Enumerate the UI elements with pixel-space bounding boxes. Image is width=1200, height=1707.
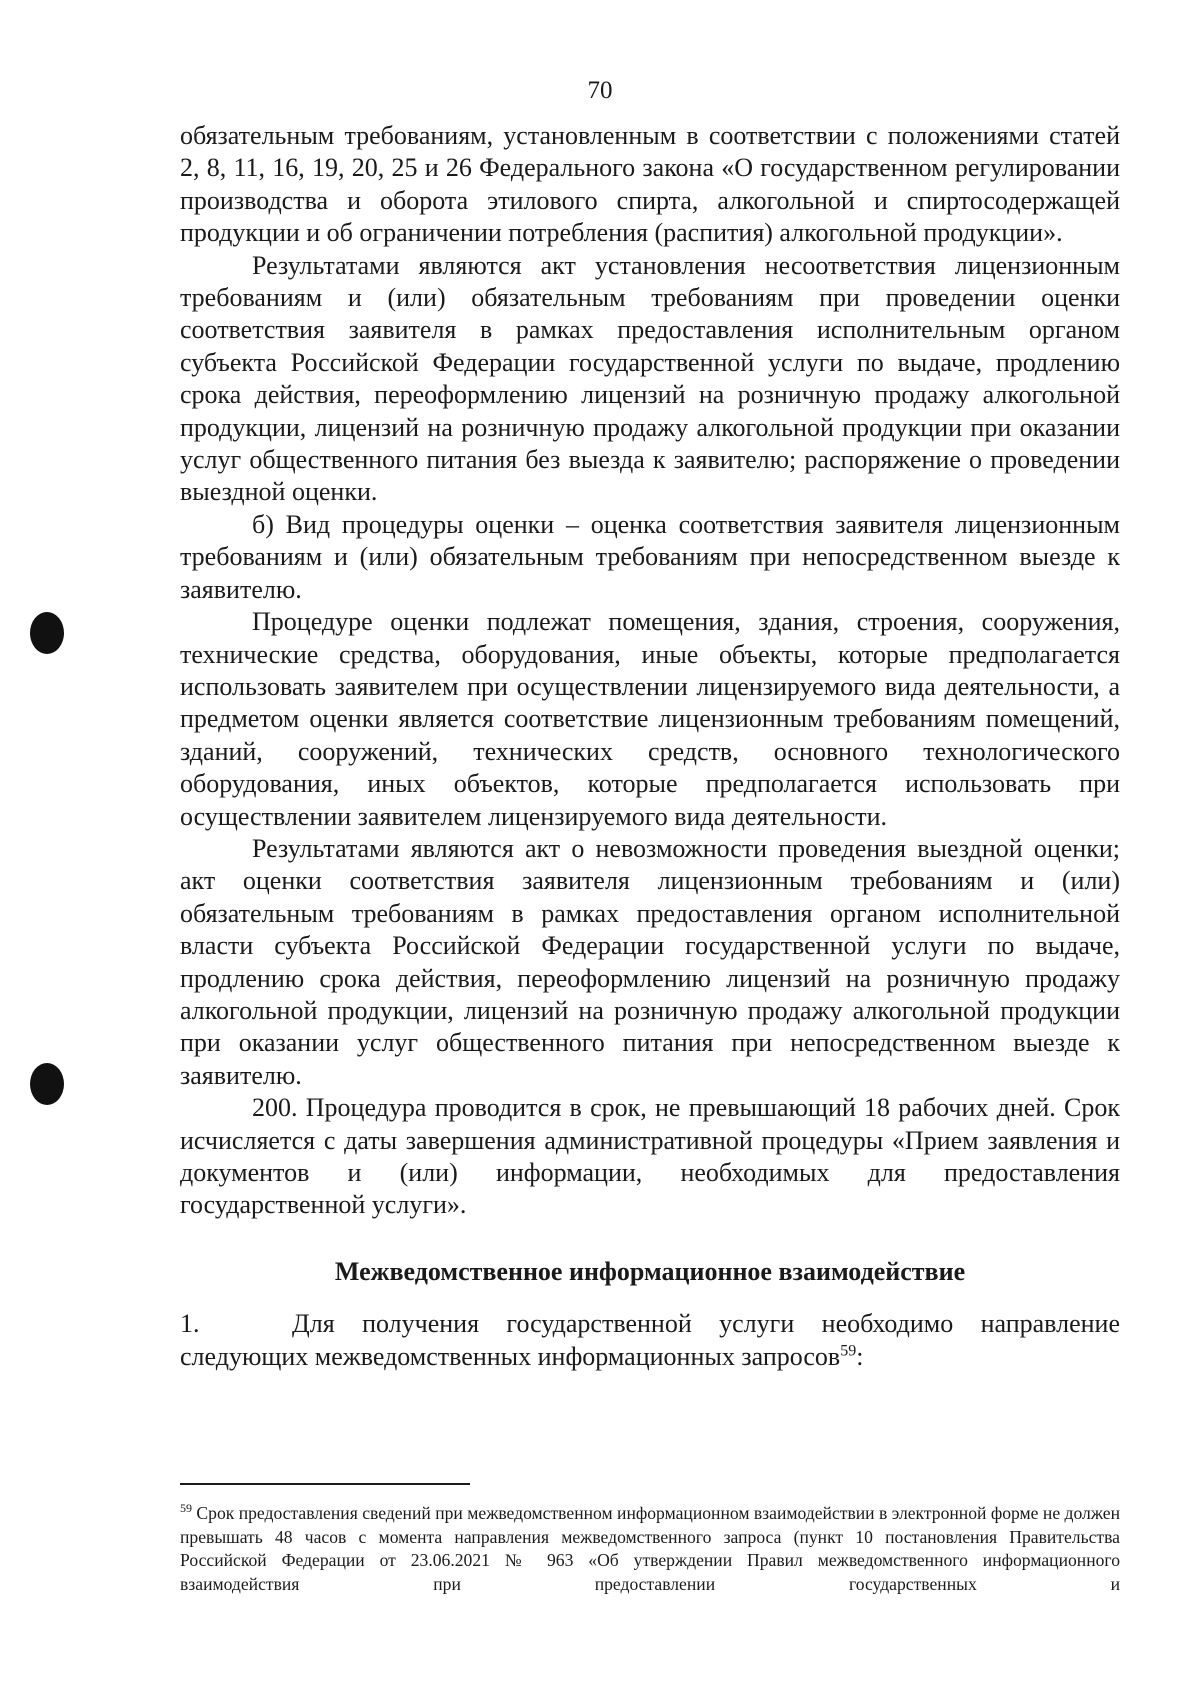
punch-hole-bottom <box>30 1063 64 1105</box>
paragraph-procedure-type: б) Вид процедуры оценки – оценка соответствия заявителя лицензионным требованиям и (или) обязательным требованиям при непосредственном выезде к заявителю. <box>180 509 1120 604</box>
section-heading: Межведомственное информационное взаимодействие <box>334 1256 966 1286</box>
item-suffix: : <box>856 1341 864 1371</box>
paragraph-results-onsite: Результатами являются акт о невозможности проведения выездной оценки; акт оценки соответствия заявителя лицензионным требованиям и (или) обязательным требованиям в рамках предоставления органом исполнительной власти субъекта Российской Федерации государственной услуги по выдаче, продлению срока действия, переоформлению лицензий на розничную продажу алкогольной продукции, лицензий на розничную продажу алкогольной продукции при оказании услуг общественного питания при непосредственном выезде к заявителю. <box>180 833 1120 1090</box>
footnote-marker: 59 <box>180 1501 192 1516</box>
footnote <box>180 1502 1120 1596</box>
document-body <box>180 120 1120 1373</box>
paragraph-procedure-term: 200. Процедура проводится в срок, не превышающий 18 рабочих дней. Срок исчисляется с даты завершения административной процедуры «Прием заявления и документов и (или) информации, необходимых для предоставления государственной услуги». <box>180 1093 1120 1220</box>
numbered-item <box>180 1308 1120 1373</box>
item-text: Для получения государственной услуги необходимо направление следующих межведомственных информационных запросов <box>180 1309 1120 1371</box>
punch-hole-top <box>30 612 64 654</box>
footnote-text: Срок предоставления сведений при межведомственном информационном взаимодействии в электронной форме не должен превышать 48 часов с момента направления межведомственного запроса (пункт 10 постановления Правительства Российской Федерации от 23.06.2021 № 963 «Об утверждении Правил межведомственного информационного взаимодействия при предоставлении государственных и <box>180 1503 1120 1594</box>
paragraph-results-act: Результатами являются акт установления несоответствия лицензионным требованиям и (или) обязательным требованиям при проведении оценки соответствия заявителя в рамках предоставления исполнительным органом субъекта Российской Федерации государственной услуги по выдаче, продлению срока действия, переоформлению лицензий на розничную продажу алкогольной продукции, лицензий на розничную продажу алкогольной продукции при оказании услуг общественного питания без выезда к заявителю; распоряжение о проведении выездной оценки. <box>180 250 1120 507</box>
page-number: 70 <box>587 77 613 104</box>
footnote-reference: 59 <box>840 1341 857 1359</box>
paragraph-procedure-subject: Процедуре оценки подлежат помещения, здания, строения, сооружения, технические средства, оборудования, иные объекты, которые предполагается использовать заявителем при осуществлении лицензируемого вида деятельности, а предметом оценки является соответствие лицензионным требованиям помещений, зданий, сооружений, технических средств, основного технологического оборудования, иных объектов, которые предполагается использовать при осуществлении заявителем лицензируемого вида деятельности. <box>180 607 1120 831</box>
paragraph-continuation: обязательным требованиям, установленным в соответствии с положениями статей 2, 8, 11, 16, 19, 20, 25 и 26 Федерального закона «О государственном регулировании производства и оборота этилового спирта, алкогольной и спиртосодержащей продукции и об ограничении потребления (распития) алкогольной продукции». <box>180 121 1120 248</box>
footnote-separator <box>180 1483 470 1485</box>
item-number: 1. <box>180 1309 200 1339</box>
